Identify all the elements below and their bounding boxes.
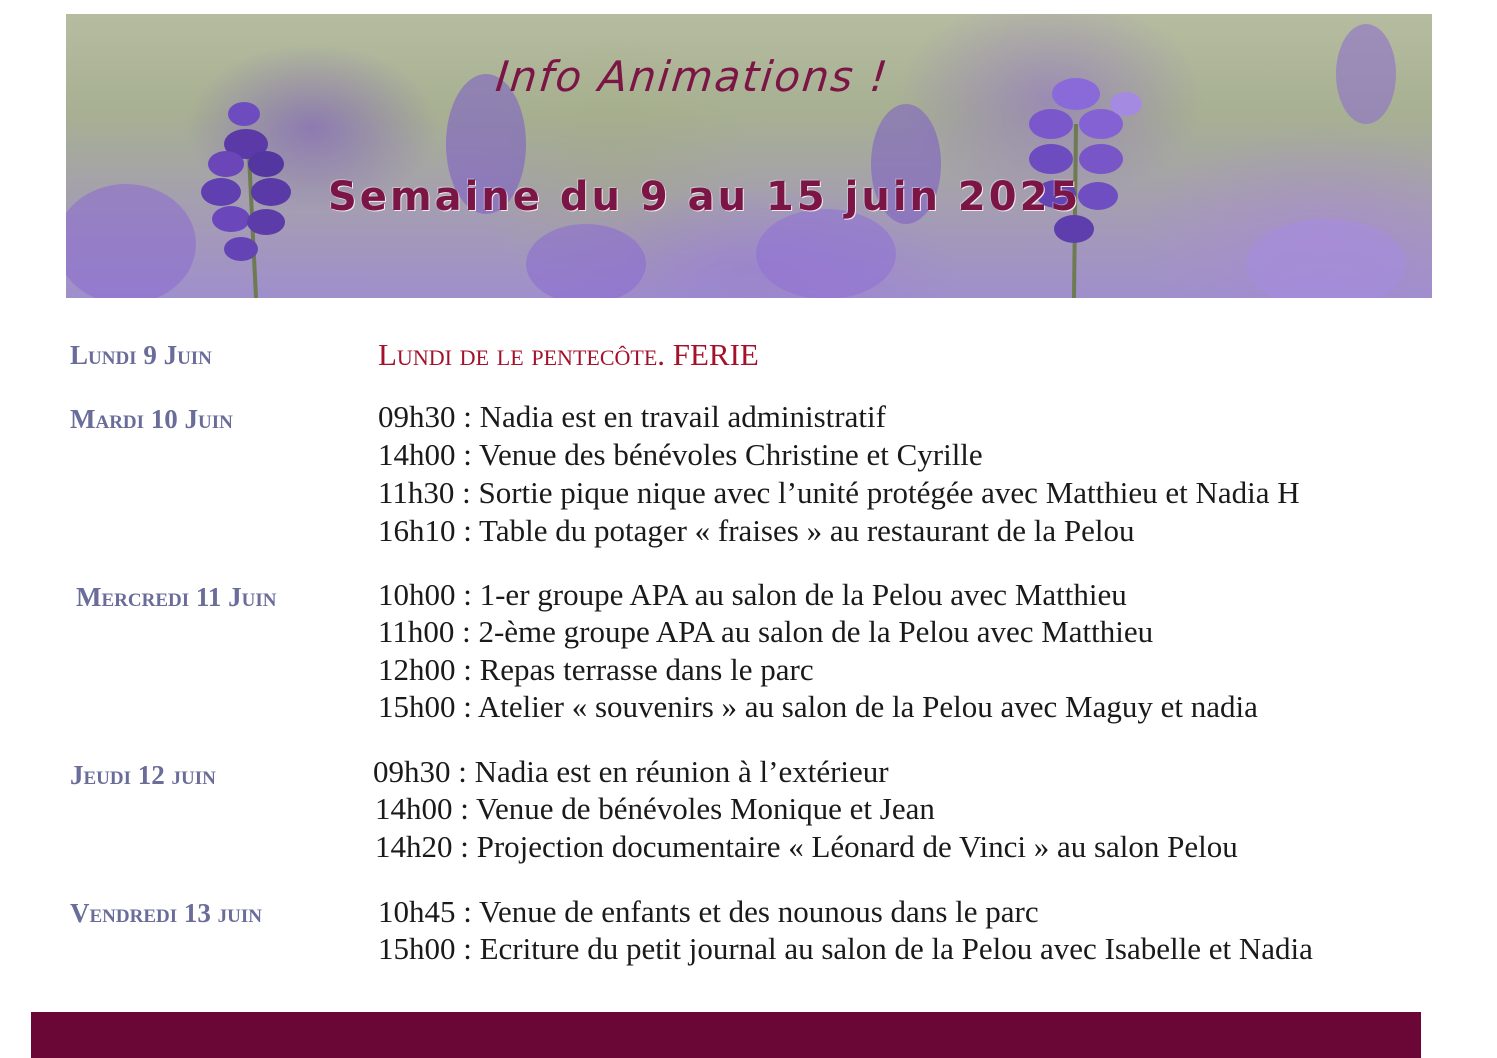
event-line: 14h00 : Venue des bénévoles Christine et Cyrille bbox=[378, 437, 983, 472]
event-line: 12h00 : Repas terrasse dans le parc bbox=[378, 652, 814, 687]
event-line: 11h00 : 2-ème groupe APA au salon de la Pelou avec Matthieu bbox=[378, 614, 1154, 649]
holiday-note: Lundi de le pentecôte. FERIE bbox=[378, 337, 759, 372]
day-label-mercredi: Mercredi 11 Juin bbox=[76, 582, 277, 612]
event-line: 14h00 : Venue de bénévoles Monique et Jean bbox=[375, 791, 935, 826]
day-label-jeudi: Jeudi 12 juin bbox=[70, 760, 216, 790]
day-label-vendredi: Vendredi 13 juin bbox=[70, 898, 262, 928]
event-line: 10h00 : 1-er groupe APA au salon de la Pelou avec Matthieu bbox=[378, 577, 1127, 612]
header-banner bbox=[66, 14, 1432, 298]
day-label-mardi: Mardi 10 Juin bbox=[70, 404, 233, 434]
day-label-lundi: Lundi 9 Juin bbox=[70, 340, 212, 370]
footer-bar bbox=[31, 1012, 1421, 1058]
event-line: 09h30 : Nadia est en réunion à l’extérieur bbox=[373, 754, 889, 789]
event-line: 09h30 : Nadia est en travail administratif bbox=[378, 399, 886, 434]
event-line: 16h10 : Table du potager « fraises » au restaurant de la Pelou bbox=[378, 513, 1135, 548]
lavender-left-icon bbox=[201, 102, 291, 298]
event-line: 15h00 : Ecriture du petit journal au salon de la Pelou avec Isabelle et Nadia bbox=[378, 931, 1313, 966]
event-line: 14h20 : Projection documentaire « Léonard de Vinci » au salon Pelou bbox=[375, 829, 1238, 864]
event-line: 10h45 : Venue de enfants et des nounous dans le parc bbox=[378, 894, 1039, 929]
banner-title: Info Animations ! bbox=[493, 52, 892, 101]
event-line: 15h00 : Atelier « souvenirs » au salon de la Pelou avec Maguy et nadia bbox=[378, 689, 1258, 724]
banner-subtitle: Semaine du 9 au 15 juin 2025 bbox=[328, 174, 1082, 220]
event-line: 11h30 : Sortie pique nique avec l’unité protégée avec Matthieu et Nadia H bbox=[378, 475, 1300, 510]
